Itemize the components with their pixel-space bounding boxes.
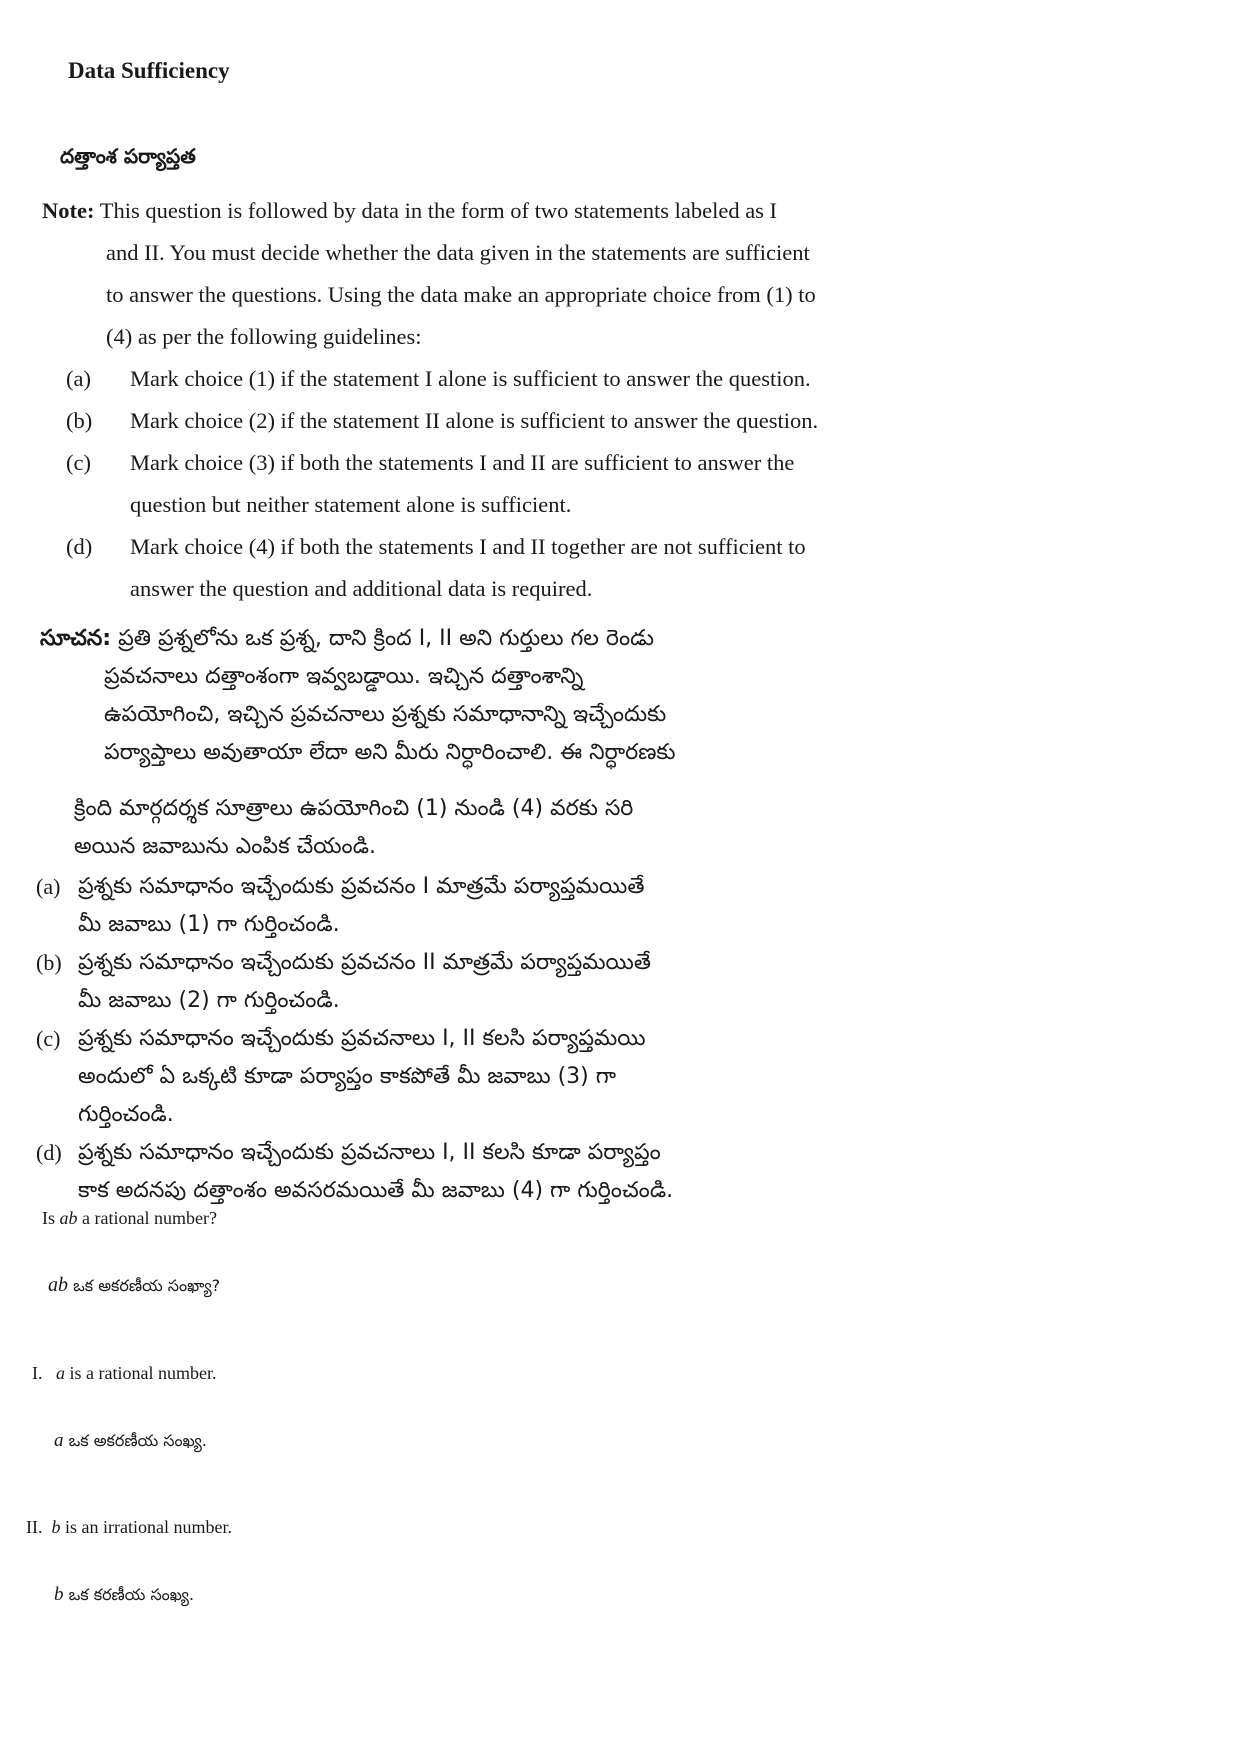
statement-number: I.	[32, 1363, 43, 1383]
telugu-note-line: క్రింది మార్గదర్శక సూత్రాలు ఉపయోగించి (1) నుండి (4) వరకు సరి	[74, 796, 634, 821]
note-block	[42, 190, 882, 610]
statement-1-telugu: a ఒక అకరణీయ సంఖ్య.	[54, 1430, 207, 1451]
telugu-note-block	[40, 620, 882, 772]
note-text: This question is followed by data in the form of two statements labeled as I	[99, 198, 778, 223]
guideline-key: (a)	[66, 366, 91, 391]
telugu-note-line: ప్రవచనాలు దత్తాంశంగా ఇవ్వబడ్డాయి. ఇచ్చిన దత్తాంశాన్ని	[104, 664, 584, 689]
statement-variable: b	[51, 1517, 61, 1537]
guideline-key: (c)	[36, 1026, 61, 1051]
statement-2: II. b is an irrational number.	[26, 1517, 232, 1537]
telugu-guideline-b	[36, 944, 846, 1020]
telugu-title: దత్తాంశ పర్యాప్తత	[60, 144, 196, 168]
question-variable: ab	[48, 1274, 68, 1296]
guideline-b	[42, 400, 882, 442]
question-variable: ab	[59, 1208, 78, 1228]
statement-1: I. a is a rational number.	[32, 1363, 217, 1383]
guideline-key: (d)	[66, 534, 93, 559]
guideline-key: (a)	[36, 874, 61, 899]
statement-number: II.	[26, 1517, 43, 1537]
question-text: Is ab a rational number?	[42, 1208, 217, 1228]
telugu-note-line: ఉపయోగించి, ఇచ్చిన ప్రవచనాలు ప్రశ్నకు సమాధానాన్ని ఇచ్చేందుకు	[104, 702, 667, 727]
guideline-text: Mark choice (3) if both the statements I and II are sufficient to answer the question but neither statement alone is sufficient.	[130, 450, 795, 517]
telugu-note-label: సూచన:	[40, 626, 112, 651]
guideline-key: (b)	[66, 408, 93, 433]
note-line: to answer the questions. Using the data make an appropriate choice from (1) to	[106, 282, 816, 307]
guideline-c	[42, 442, 882, 526]
telugu-note-continuation	[74, 790, 844, 866]
guideline-a	[42, 358, 882, 400]
telugu-note-line: సూచన: ప్రతి ప్రశ్నలోను ఒక ప్రశ్న, దాని క్రింద I, II అని గుర్తులు గల రెండు	[40, 626, 654, 651]
telugu-note-line: పర్యాప్తాలు అవుతాయా లేదా అని మీరు నిర్ధారించాలి. ఈ నిర్ధారణకు	[104, 740, 676, 765]
guideline-text: ప్రశ్నకు సమాధానం ఇచ్చేందుకు ప్రవచనం I మాత్రమే పర్యాప్తమయితే మీ జవాబు (1) గా గుర్తించండి.	[78, 874, 645, 937]
telugu-guideline-d	[36, 1134, 846, 1210]
note-label: Note:	[42, 198, 95, 223]
guideline-text: ప్రశ్నకు సమాధానం ఇచ్చేందుకు ప్రవచనం II మాత్రమే పర్యాప్తమయితే మీ జవాబు (2) గా గుర్తించండి.	[78, 950, 651, 1013]
guideline-text: ప్రశ్నకు సమాధానం ఇచ్చేందుకు ప్రవచనాలు I, II కలసి కూడా పర్యాప్తం కాక అదనపు దత్తాంశం అవసరమయితే మీ జవాబు (4) గా గుర్తించండి.	[78, 1140, 674, 1203]
statement-variable: a	[56, 1363, 65, 1383]
guideline-text: Mark choice (2) if the statement II alone is sufficient to answer the question.	[130, 408, 819, 433]
guideline-d	[42, 526, 882, 610]
note-line: and II. You must decide whether the data given in the statements are sufficient	[106, 240, 810, 265]
guideline-key: (d)	[36, 1140, 62, 1165]
telugu-guideline-c	[36, 1020, 846, 1134]
note-line: (4) as per the following guidelines:	[106, 324, 422, 349]
guideline-text: Mark choice (4) if both the statements I and II together are not sufficient to answer the question and additional data is required.	[130, 534, 806, 601]
guideline-key: (b)	[36, 950, 62, 975]
statement-2-telugu: b ఒక కరణీయ సంఖ్య.	[54, 1584, 195, 1605]
telugu-guideline-a	[36, 868, 846, 944]
note-line	[42, 190, 882, 232]
guideline-key: (c)	[66, 450, 91, 475]
question-text-telugu: ab ఒక అకరణీయ సంఖ్యా?	[48, 1274, 221, 1296]
telugu-note-line: అయిన జవాబును ఎంపిక చేయండి.	[74, 834, 376, 859]
telugu-guidelines	[36, 868, 846, 1210]
statement-variable: b	[54, 1584, 64, 1605]
statement-variable: a	[54, 1430, 64, 1451]
guideline-text: ప్రశ్నకు సమాధానం ఇచ్చేందుకు ప్రవచనాలు I, II కలసి పర్యాప్తమయి అందులో ఏ ఒక్కటి కూడా పర్యాప్తం కాకపోతే మీ జవాబు (3) గా గుర్తించండి.	[78, 1026, 646, 1127]
page-title: Data Sufficiency	[68, 58, 230, 83]
guideline-text: Mark choice (1) if the statement I alone is sufficient to answer the question.	[130, 366, 811, 391]
